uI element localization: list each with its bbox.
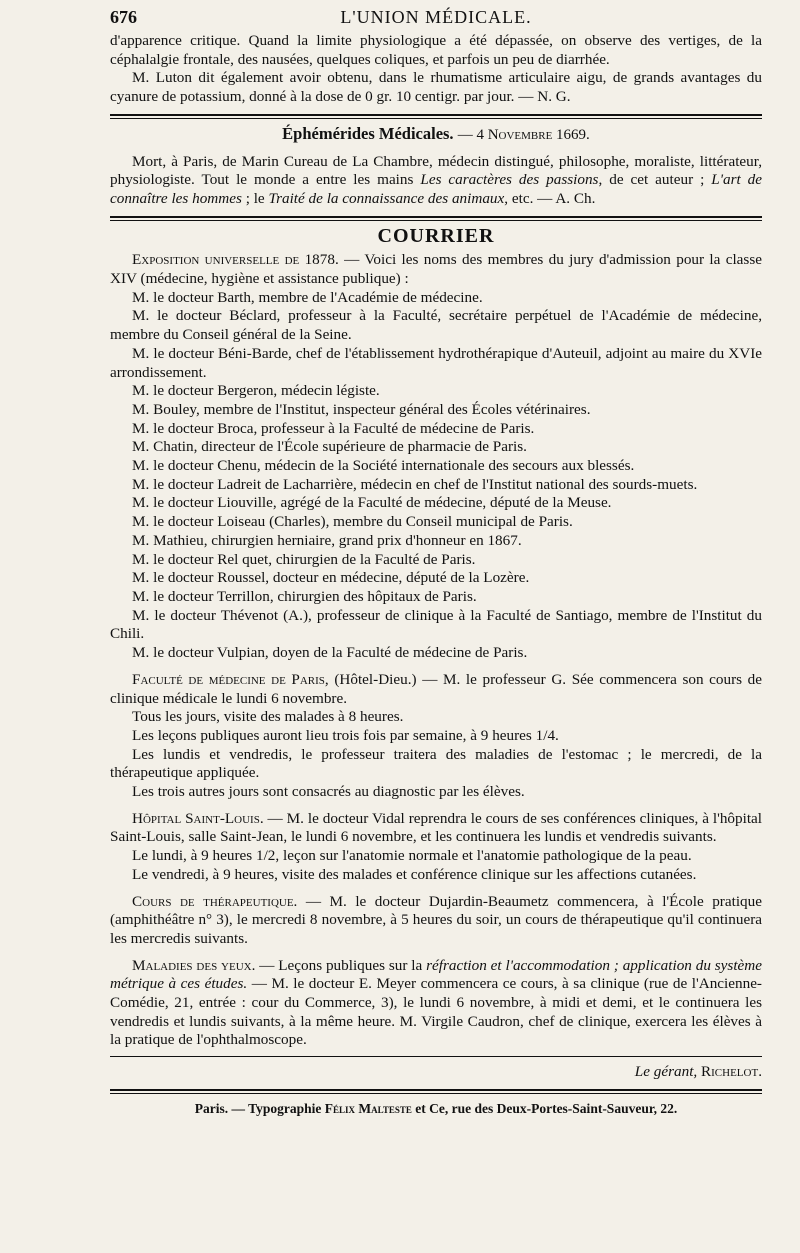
text-segment: et Ce, rue des Deux-Portes-Saint-Sauveur, 22.: [411, 1100, 678, 1116]
item-lead: Maladies des yeux.: [132, 956, 256, 974]
ephemerides-date: — 4 Novembre 1669.: [457, 126, 590, 143]
book-title: Les caractères des passions: [420, 171, 599, 189]
list-item: M. le docteur Rel quet, chirurgien de la Faculté de Paris.: [132, 550, 476, 568]
paragraph: Les lundis et vendredis, le professeur traitera des maladies de l'estomac ; le mercredi, de la thérapeutique appliquée.: [110, 745, 762, 782]
list-item: M. le docteur Liouville, agrégé de la Faculté de médecine, député de la Meuse.: [132, 494, 612, 512]
text-segment: (Hôtel-Dieu.) — M. le professeur G. Sée commencera son cours de clinique médicale le lundi 6 novembre.: [110, 670, 762, 707]
text-segment: — Voici les noms des membres du jury d'admission pour la classe XIV (médecine, hygiène et assistance publique) :: [110, 251, 762, 288]
spacer: [110, 949, 762, 957]
list-item: M. le docteur Roussel, docteur en médecine, député de la Lozère.: [132, 569, 530, 587]
list-item: M. Mathieu, chirurgien herniaire, grand prix d'honneur en 1867.: [132, 531, 522, 549]
book-title: L'art de connaître les hommes: [110, 171, 762, 207]
footer-divider: [110, 1089, 762, 1094]
signature-label: Le gérant,: [634, 1063, 698, 1081]
course-title: réfraction et l'accommodation ; application du système métrique à ces études.: [110, 956, 762, 993]
list-item: M. Chatin, directeur de l'École supérieure de pharmacie de Paris.: [132, 438, 527, 456]
text-segment: Mort, à Paris, de Marin Cureau de La Chambre, médecin distingué, philosophe, moraliste, littérateur, physiologiste. Tout le monde a entre les mains: [110, 152, 762, 189]
therapeutique-paragraph: [110, 893, 762, 949]
paragraph: d'apparence critique. Quand la limite physiologique a été dépassée, on observe des vertiges, de la céphalalgie frontale, des nausées, quelques coliques, et parfois un peu de diarrhée.: [110, 32, 762, 68]
signature: [110, 1063, 762, 1082]
running-title: L'UNION MÉDICALE.: [340, 7, 532, 27]
paragraph: Le lundi, à 9 heures 1/2, leçon sur l'anatomie normale et l'anatomie pathologique de la peau.: [132, 847, 692, 865]
paragraph: Le vendredi, à 9 heures, visite des malades et conférence clinique sur les affections cutanées.: [132, 865, 697, 883]
item-lead: Hôpital Saint-Louis.: [132, 809, 264, 827]
printer-name: Félix Malteste: [324, 1100, 412, 1116]
paragraph: Tous les jours, visite des malades à 8 heures.: [132, 708, 404, 726]
section-divider: [110, 1056, 762, 1057]
text-segment: — Leçons publiques sur la: [255, 956, 427, 974]
expo-paragraph: [110, 251, 762, 288]
list-item: M. Bouley, membre de l'Institut, inspecteur général des Écoles vétérinaires.: [132, 400, 591, 418]
imprint: [110, 1100, 762, 1119]
ephemerides-title: Éphémérides Médicales.: [282, 123, 454, 143]
text-segment: — M. le docteur Vidal reprendra le cours de ses conférences cliniques, à l'hôpital Saint-Louis, salle Saint-Jean, le lundi 6 novembre, et les continuera les lundis et vendredis suivants.: [110, 809, 762, 846]
list-item: M. le docteur Béclard, professeur à la Faculté, secrétaire perpétuel de l'Académie de médecine, membre du Conseil général de la Seine.: [110, 307, 762, 344]
list-item: M. le docteur Vulpian, doyen de la Faculté de médecine de Paris.: [132, 644, 528, 662]
signature-name: Richelot.: [701, 1063, 762, 1081]
section-divider: [110, 216, 762, 221]
courrier-title: COURRIER: [377, 224, 495, 247]
paragraph: Les leçons publiques auront lieu trois fois par semaine, à 9 heures 1/4.: [132, 726, 559, 744]
page-number: 676: [110, 7, 137, 27]
yeux-paragraph: [110, 957, 762, 1051]
text-segment: Paris. — Typographie: [194, 1100, 325, 1116]
list-item: M. le docteur Thévenot (A.), professeur de clinique à la Faculté de Santiago, membre de l'Institut du Chili.: [110, 606, 762, 643]
hopital-paragraph: [110, 810, 762, 847]
list-item: M. le docteur Barth, membre de l'Académie de médecine.: [132, 288, 483, 306]
paragraph: Les trois autres jours sont consacrés au diagnostic par les élèves.: [132, 783, 525, 801]
spacer: [110, 802, 762, 810]
item-lead: Exposition universelle de 1878.: [132, 251, 339, 269]
page-header: [110, 6, 762, 32]
paragraph: M. Luton dit également avoir obtenu, dans le rhumatisme articulaire aigu, de grands avantages du cyanure de potassium, donné à la dose de 0 gr. 10 centigr. par jour. — N. G.: [110, 69, 762, 106]
list-item: M. le docteur Bergeron, médecin légiste.: [132, 382, 380, 400]
ephemerides-heading: [110, 125, 762, 145]
ephemerides-text: [110, 153, 762, 209]
list-item: M. le docteur Loiseau (Charles), membre du Conseil municipal de Paris.: [132, 513, 573, 531]
item-lead: Faculté de médecine de Paris,: [132, 670, 329, 688]
faculte-paragraph: [110, 671, 762, 708]
spacer: [110, 663, 762, 671]
text-segment: — M. le docteur Dujardin-Beaumetz commencera, à l'École pratique (amphithéâtre n° 3), le mercredi 8 novembre, à 5 heures du soir, un cours de thérapeutique qu'il continuera les mercredis suivants.: [110, 892, 762, 947]
text-segment: , etc. — A. Ch.: [504, 189, 596, 207]
list-item: M. le docteur Béni-Barde, chef de l'établissement hydrothérapique d'Auteuil, adjoint au maire du XVIe arrondissement.: [110, 344, 762, 381]
text-segment: , de cet auteur ;: [598, 171, 712, 189]
list-item: M. le docteur Chenu, médecin de la Société internationale des secours aux blessés.: [132, 457, 635, 475]
section-divider: [110, 114, 762, 119]
book-title: Traité de la connaissance des animaux: [268, 189, 505, 207]
list-item: M. le docteur Ladreit de Lacharrière, médecin en chef de l'Institut national des sourds-muets.: [132, 475, 698, 493]
list-item: M. le docteur Broca, professeur à la Faculté de médecine de Paris.: [132, 419, 535, 437]
jury-members-list: [110, 289, 762, 663]
list-item: M. le docteur Terrillon, chirurgien des hôpitaux de Paris.: [132, 587, 477, 605]
text-segment: — M. le docteur E. Meyer commencera ce cours, à sa clinique (rue de l'Ancienne-Comédie, 21, entrée : cour du Commerce, 3), le lundi 6 novembre, à midi et demi, et le continuera les vendredis et lundis suivants, à la même heure. M. Virgile Caudron, chef de clinique, exercera les élèves à la pratique de l'ophthalmoscope.: [110, 975, 762, 1049]
spacer: [110, 885, 762, 893]
item-lead: Cours de thérapeutique.: [132, 892, 298, 910]
text-segment: ; le: [241, 189, 269, 207]
